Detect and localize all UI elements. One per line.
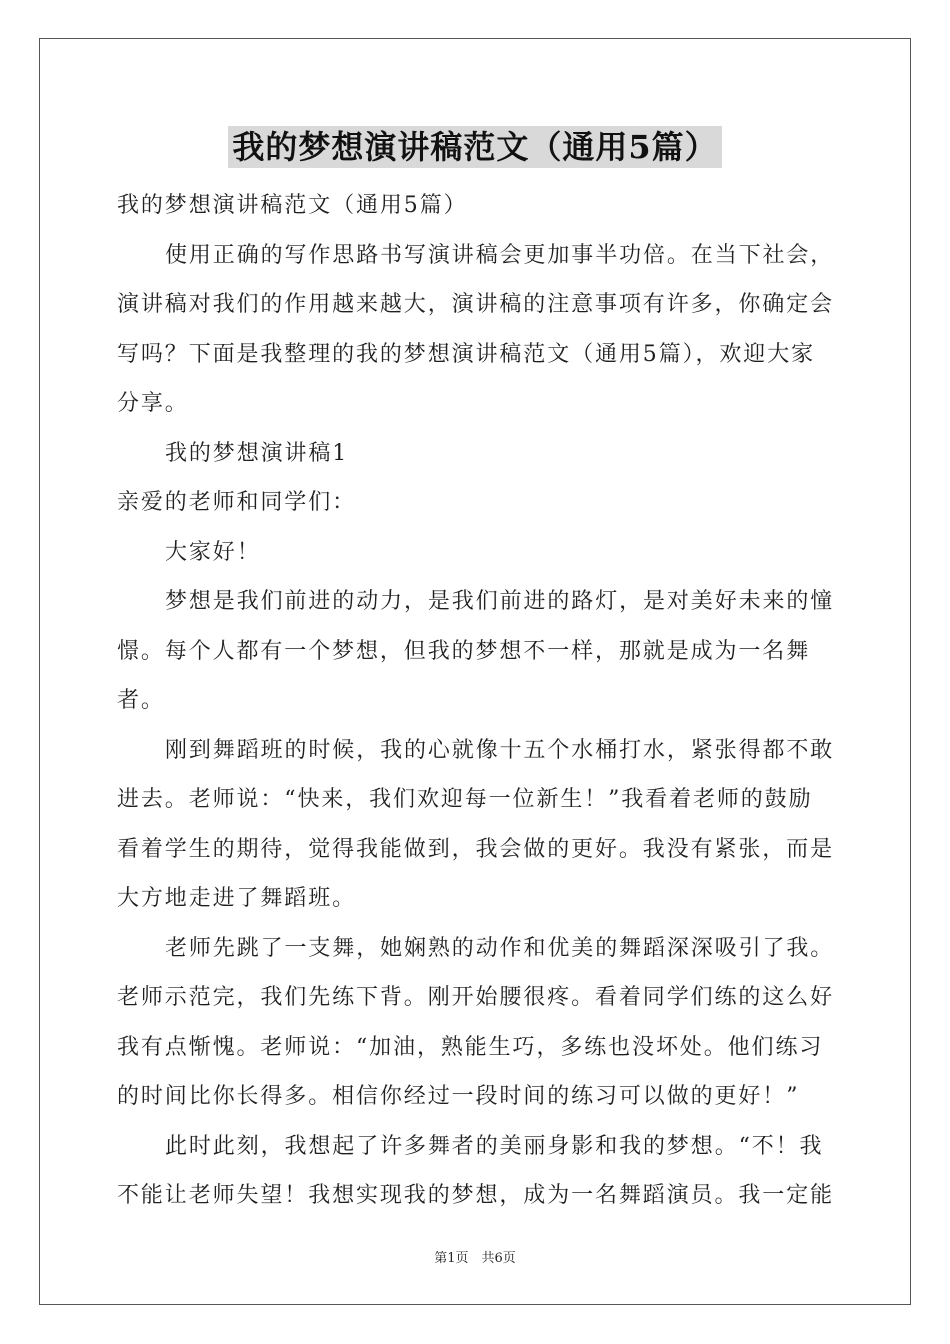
intro-paragraph: 使用正确的写作思路书写演讲稿会更加事半功倍。在当下社会，演讲稿对我们的作用越来越大，演讲稿的注意事项有许多，你确定会写吗？下面是我整理的我的梦想演讲稿范文（通用5篇），欢迎大家分享。 (117, 242, 835, 416)
page-footer (0, 1247, 950, 1266)
body-paragraph: 老师先跳了一支舞，她娴熟的动作和优美的舞蹈深深吸引了我。老师示范完，我们先练下背。刚开始腰很疼。看着同学们练的这么好我有点惭愧。老师说：“加油，熟能生巧，多练也没坏处。他们练习的时间比你长得多。相信你经过一段时间的练习可以做的更好！” (117, 935, 835, 1109)
body-paragraph: 此时此刻，我想起了许多舞者的美丽身影和我的梦想。“不！我不能让老师失望！我想实现我的梦想，成为一名舞蹈演员。我一定能 (117, 1133, 835, 1208)
subtitle-line: 我的梦想演讲稿范文（通用5篇） (117, 193, 468, 218)
greeting: 大家好！ (165, 539, 261, 565)
document-body (117, 181, 835, 1221)
salutation: 亲爱的老师和同学们： (117, 490, 357, 515)
page-number: 第1页 共6页 (434, 1251, 516, 1266)
body-paragraph: 梦想是我们前进的动力，是我们前进的路灯，是对美好未来的憧憬。每个人都有一个梦想，但我的梦想不一样，那就是成为一名舞者。 (117, 589, 835, 713)
document-title: 我的梦想演讲稿范文（通用5篇） (228, 126, 721, 168)
speech-heading: 我的梦想演讲稿1 (165, 440, 349, 466)
body-paragraph: 刚到舞蹈班的时候，我的心就像十五个水桶打水，紧张得都不敢进去。老师说：“快来，我们欢迎每一位新生！”我看着老师的鼓励看着学生的期待，觉得我能做到，我会做的更好。我没有紧张，而是大方地走进了舞蹈班。 (117, 737, 835, 911)
title-container (0, 126, 950, 168)
